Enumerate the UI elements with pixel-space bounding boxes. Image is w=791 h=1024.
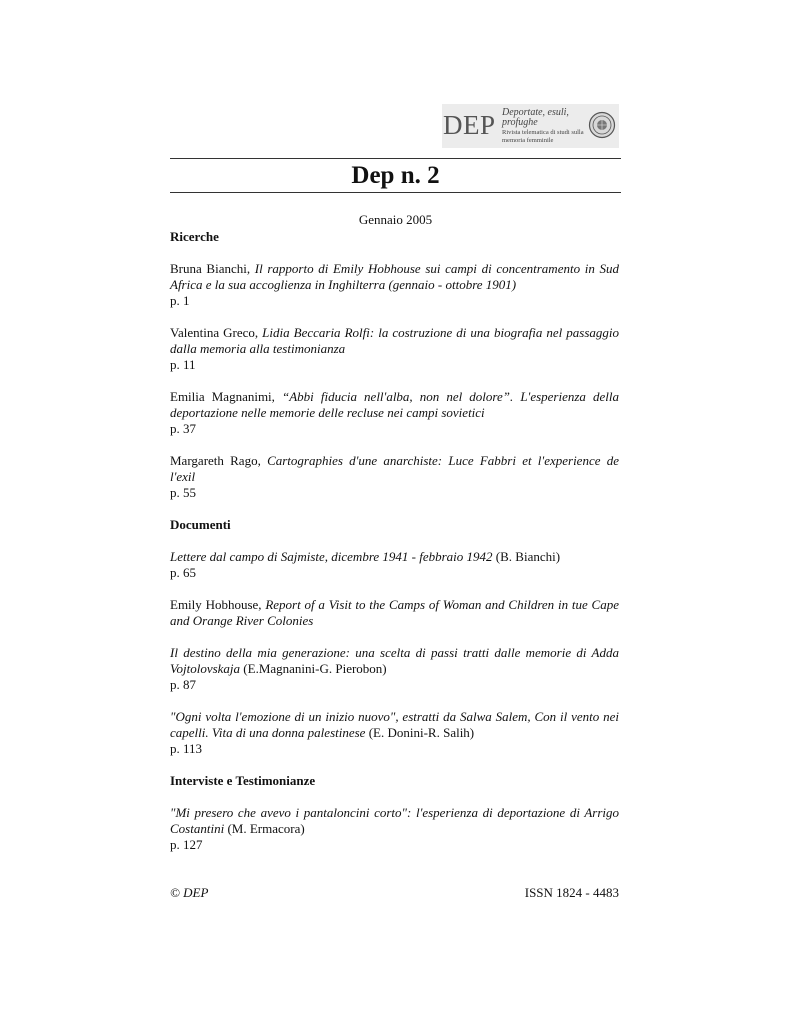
toc-entry: [170, 389, 619, 421]
toc-entry: [170, 453, 619, 485]
toc-entry: [170, 645, 619, 677]
entry-page: p. 55: [170, 485, 196, 500]
toc-entry: [170, 597, 619, 629]
dep-logo: [442, 104, 619, 148]
entry-title: "Ogni volta l'emozione di un inizio nuovo", estratti da Salwa Salem, Con il vento nei capelli. Vita di una donna palestinese: [170, 709, 619, 740]
entry-author: Emily Hobhouse,: [170, 597, 266, 612]
entry-title: Report of a Visit to the Camps of Woman and Children in tue Cape and Orange River Colonies: [170, 597, 619, 628]
entry-author: Margareth Rago,: [170, 453, 268, 468]
issn: ISSN 1824 - 4483: [524, 885, 619, 900]
entry-title: Lettere dal campo di Sajmiste, dicembre 1941 - febbraio 1942: [170, 549, 493, 564]
section-heading-ricerche: Ricerche: [170, 229, 219, 244]
entry-editor: (M. Ermacora): [224, 821, 305, 836]
toc-entry: [170, 325, 619, 357]
title-rule-bottom: [170, 192, 621, 193]
table-of-contents: [170, 229, 619, 853]
entry-title: "Mi presero che avevo i pantaloncini corto": l'esperienza di deportazione di Arrigo Costantini: [170, 805, 619, 836]
issue-date: Gennaio 2005: [358, 212, 433, 227]
logo-line-2: profughe: [502, 117, 538, 128]
entry-page: p. 1: [170, 293, 190, 308]
entry-page: p. 87: [170, 677, 196, 692]
entry-page: p. 65: [170, 565, 196, 580]
toc-entry: [170, 709, 619, 741]
logo-wordmark: DEP: [443, 110, 496, 140]
entry-page: p. 127: [170, 837, 203, 852]
entry-title: Il destino della mia generazione: una scelta di passi tratti dalle memorie di Adda Vojtolovskaja: [170, 645, 619, 676]
toc-entry: [170, 261, 619, 293]
entry-author: Bruna Bianchi,: [170, 261, 255, 276]
toc-entry: [170, 805, 619, 837]
title-rule-top: [170, 158, 621, 159]
entry-author: Emilia Magnanimi,: [170, 389, 282, 404]
entry-title: Il rapporto di Emily Hobhouse sui campi di concentramento in Sud Africa e la sua accoglienza in Inghilterra (gennaio - ottobre 1901): [170, 261, 619, 292]
toc-entry: [170, 549, 619, 565]
entry-editor: (E. Donini-R. Salih): [365, 725, 475, 740]
entry-title: Cartographies d'une anarchiste: Luce Fabbri et l'experience de l'exil: [170, 453, 619, 484]
entry-page: p. 113: [170, 741, 203, 756]
entry-editor: (B. Bianchi): [492, 549, 561, 564]
page-title: Dep n. 2: [351, 162, 440, 189]
logo-line-1: Deportate, esuli,: [502, 107, 569, 118]
section-heading-documenti: Documenti: [170, 517, 231, 532]
entry-page: p. 11: [170, 357, 196, 372]
entry-page: p. 37: [170, 421, 196, 436]
seal-icon: [588, 111, 616, 139]
copyright: © DEP: [170, 885, 209, 900]
entry-title: Lidia Beccaria Rolfi: la costruzione di una biografia nel passaggio dalla memoria alla testimonianza: [170, 325, 619, 356]
entry-author: Valentina Greco,: [170, 325, 263, 340]
entry-title: “Abbi fiducia nell'alba, non nel dolore”. L'esperienza della deportazione nelle memorie delle recluse nei campi sovietici: [170, 389, 619, 420]
section-heading-interviste: Interviste e Testimonianze: [170, 773, 316, 788]
logo-line-3: Rivista telematica di studi sulla memoria femminile: [502, 129, 584, 144]
entry-editor: (E.Magnanini-G. Pierobon): [240, 661, 387, 676]
